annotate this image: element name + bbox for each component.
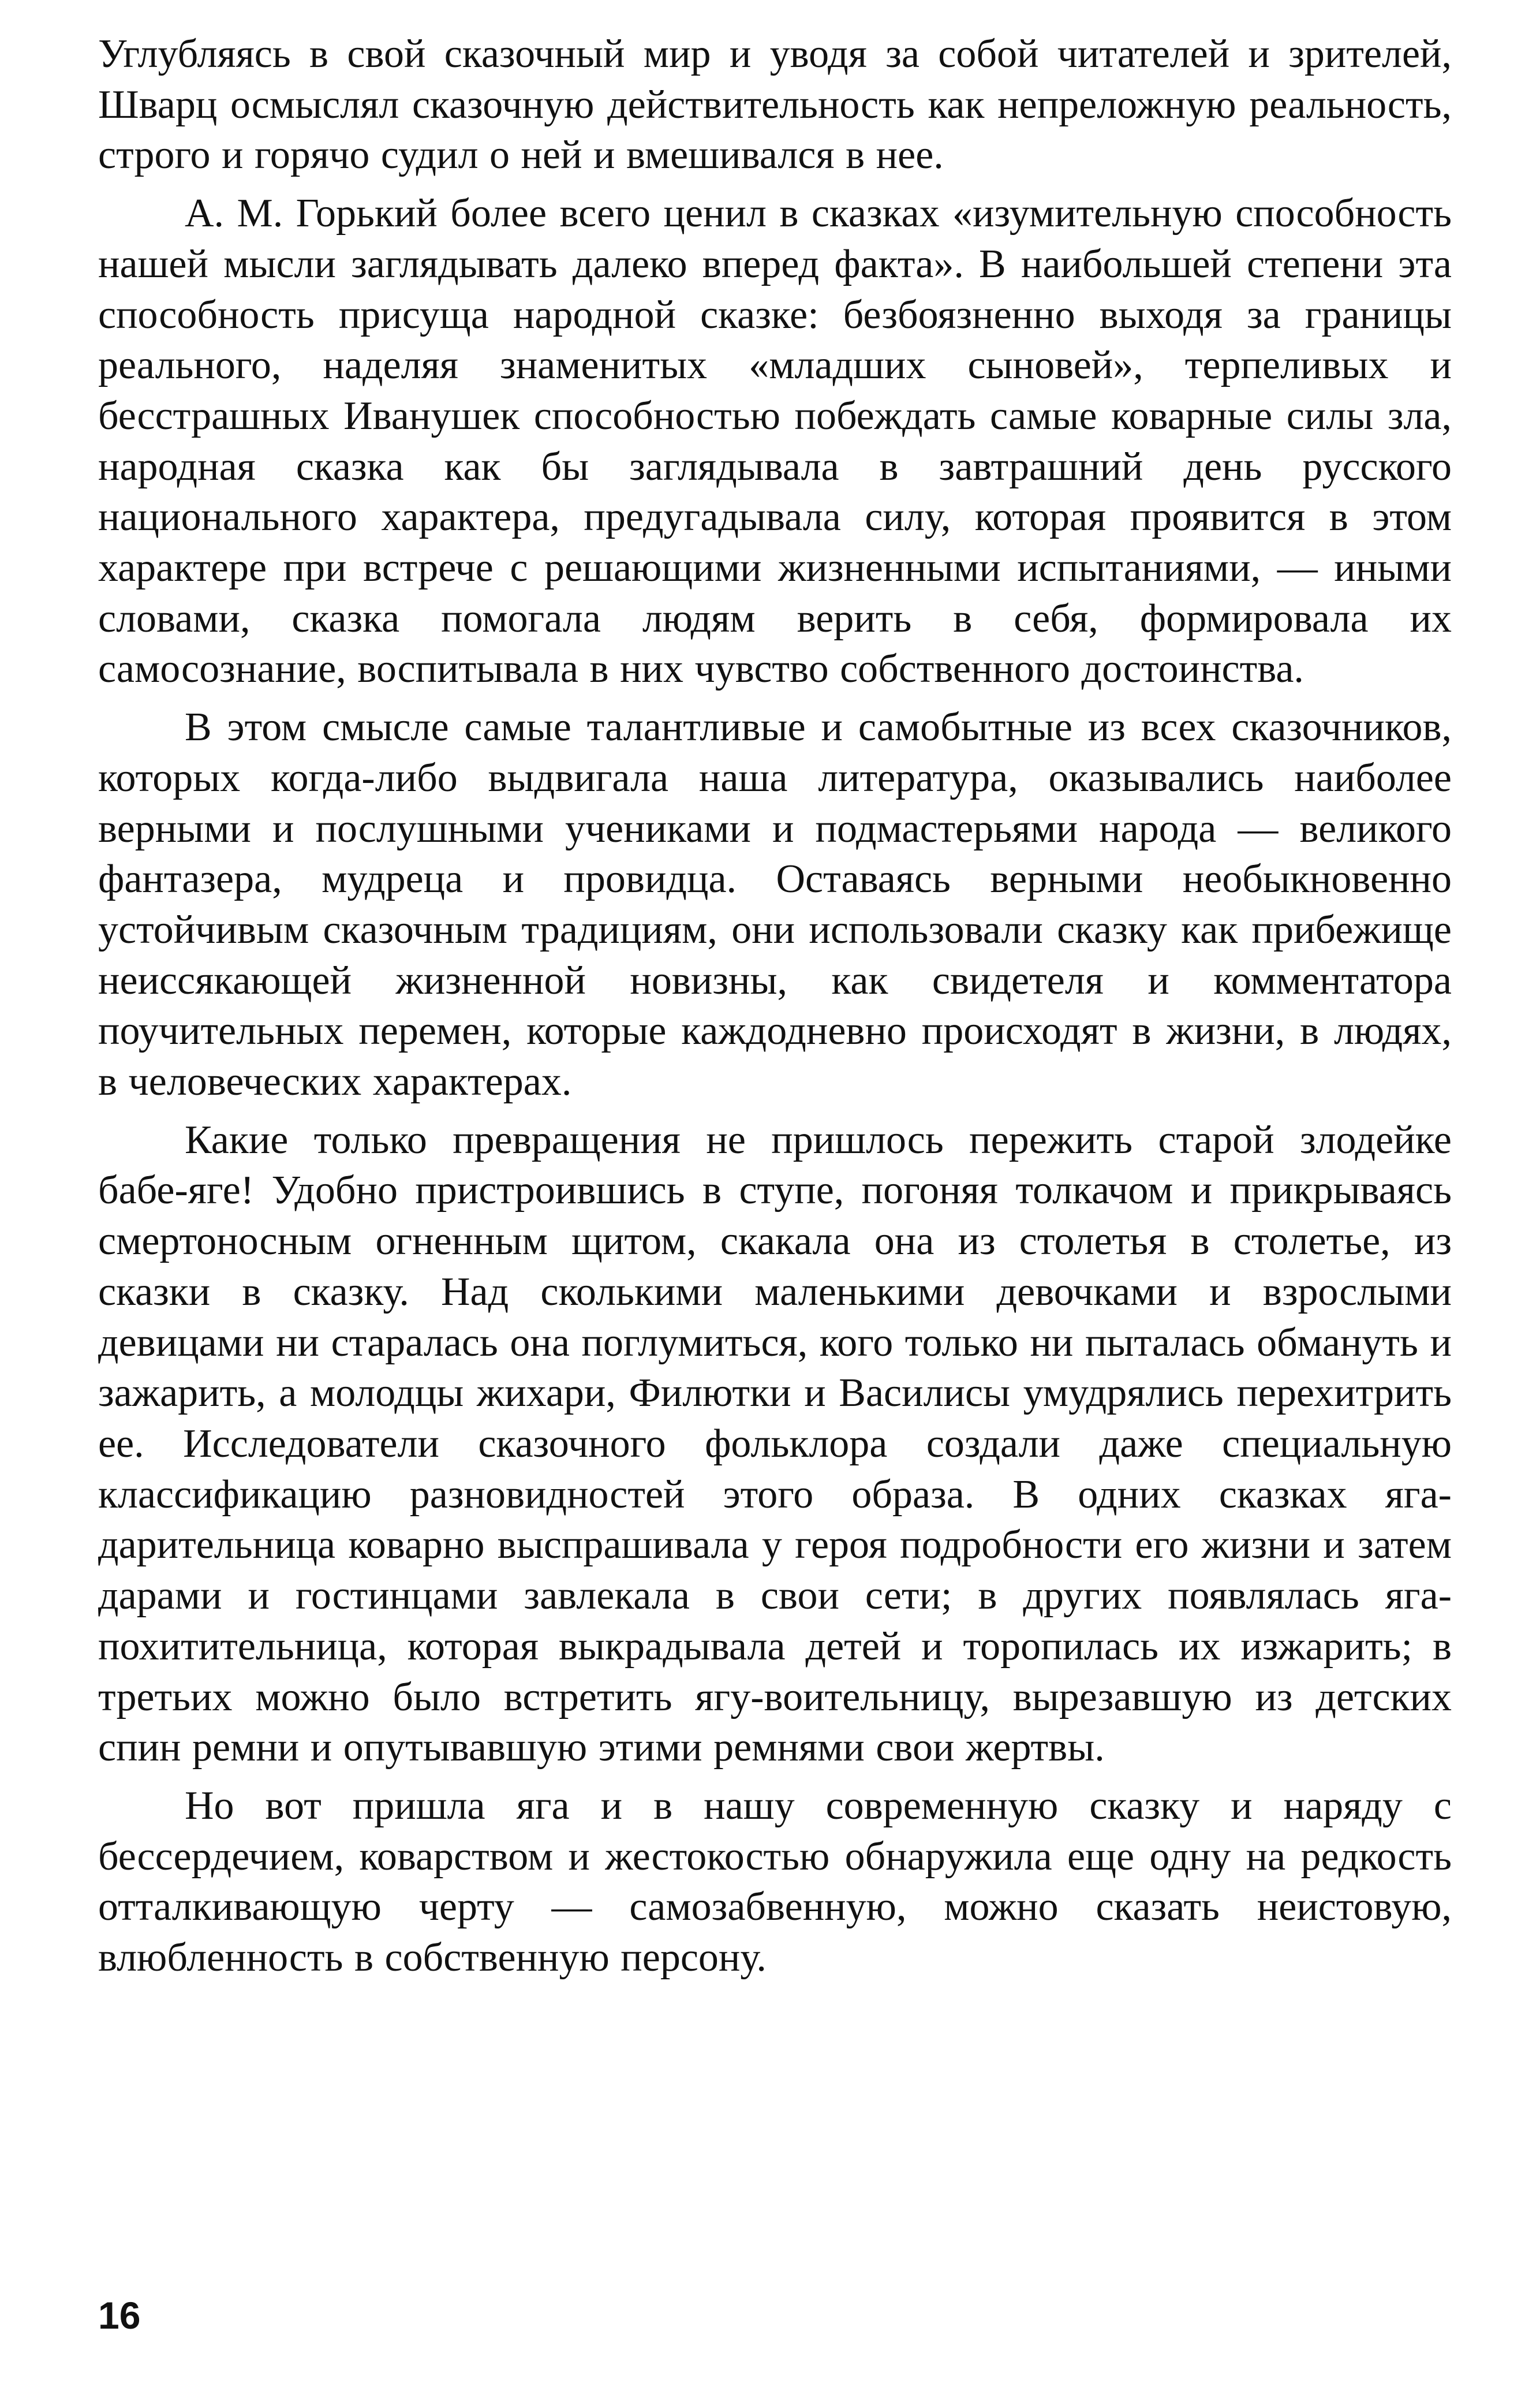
book-page — [98, 29, 1452, 2373]
paragraph-3: В этом смысле самые талантливые и самобытные из всех сказочников, которых когда-либо выдвигала наша литература, оказывались наиболее верными и послушными учениками и подмастерьями народа — великого фантазера, мудреца и провидца. Оставаясь верными необыкновенно устойчивым сказочным традициям, они использовали сказку как прибежище неиссякающей жизненной новизны, как свидетеля и комментатора поучительных перемен, которые каждодневно происходят в жизни, в людях, в человеческих характерах. — [98, 705, 1452, 1105]
body-text — [98, 29, 1452, 1991]
paragraph-4: Какие только превращения не пришлось пережить старой злодейке бабе-яге! Удобно пристроившись в ступе, погоняя толкачом и прикрываясь смертоносным огненным щитом, скакала она из столетья в столетье, из сказки в сказку. Над сколькими маленькими девочками и взрослыми девицами ни старалась она поглумиться, кого только ни пыталась обмануть и зажарить, а молодцы жихари, Филютки и Василисы умудрялись перехитрить ее. Исследователи сказочного фольклора создали даже специальную классификацию разновидностей этого образа. В одних сказках яга-дарительница коварно выспрашивала у героя подробности его жизни и затем дарами и гостинцами завлекала в свои сети; в других появлялась яга-похитительница, которая выкрадывала детей и торопилась их изжарить; в третьих можно было встретить ягу-воительницу, вырезавшую из детских спин ремни и опутывавшую этими ремнями свои жертвы. — [98, 1117, 1452, 1770]
page-number: 16 — [98, 2294, 141, 2337]
paragraph-1: Углубляясь в свой сказочный мир и уводя за собой читателей и зрителей, Шварц осмыслял сказочную действительность как непреложную реальность, строго и горячо судил о ней и вмешивался в нее. — [98, 32, 1452, 178]
paragraph-5: Но вот пришла яга и в нашу современную сказку и наряду с бессердечием, коварством и жестокостью обнаружила еще одну на редкость отталкивающую черту — самозабвенную, можно сказать неистовую, влюбленность в собственную персону. — [98, 1783, 1452, 1980]
paragraph-2: А. М. Горький более всего ценил в сказках «изумительную способность нашей мысли заглядывать далеко вперед факта». В наибольшей степени эта способность присуща народной сказке: безбоязненно выходя за границы реального, наделяя знаменитых «младших сыновей», терпеливых и бесстрашных Иванушек способностью побеждать самые коварные силы зла, народная сказка как бы заглядывала в завтрашний день русского национального характера, предугадывала силу, которая проявится в этом характере при встрече с решающими жизненными испытаниями, — иными словами, сказка помогала людям верить в себя, формировала их самосознание, воспитывала в них чувство собственного достоинства. — [98, 191, 1452, 692]
